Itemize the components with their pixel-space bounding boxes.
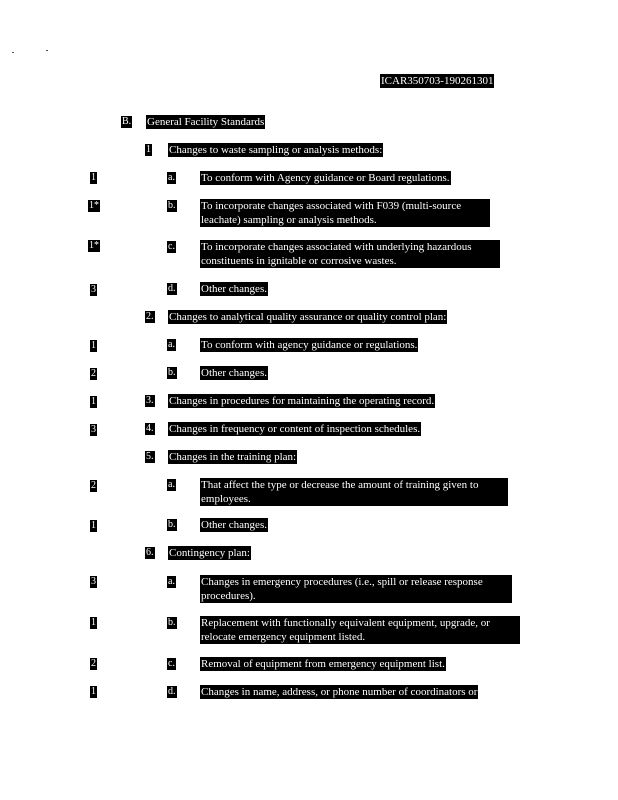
class-marker: 1	[91, 396, 96, 407]
class-marker: 3	[91, 576, 96, 587]
class-marker: 1	[91, 617, 96, 628]
subitem-text: To incorporate changes associated with F039 (multi-source leachate) sampling or analysis methods.	[200, 199, 490, 227]
subitem-text: Changes in emergency procedures (i.e., spill or release response procedures).	[200, 575, 512, 603]
subitem-letter: a.	[168, 339, 175, 350]
class-marker: 1	[91, 340, 96, 351]
item-number: 3.	[146, 395, 154, 406]
subitem-text: Other changes.	[201, 367, 267, 379]
item-title: Changes to waste sampling or analysis methods:	[169, 144, 383, 156]
subitem-text: That affect the type or decrease the amount of training given to employees.	[200, 478, 508, 506]
subitem-letter: b.	[168, 617, 176, 628]
item-number: 2.	[146, 311, 154, 322]
item-title: Changes to analytical quality assurance or quality control plan:	[169, 311, 447, 323]
subitem-text: To conform with Agency guidance or Board regulations.	[201, 172, 450, 184]
subitem-letter: c.	[168, 241, 175, 252]
subitem-letter: b.	[168, 367, 176, 378]
subitem-text: To conform with agency guidance or regulations.	[201, 339, 418, 351]
subitem-text: Changes in name, address, or phone number of coordinators or	[201, 686, 478, 698]
subitem-letter: a.	[168, 172, 175, 183]
subitem-text: Removal of equipment from emergency equipment list.	[201, 658, 445, 670]
item-title: Contingency plan:	[169, 547, 250, 559]
class-marker: 2	[91, 658, 96, 669]
item-title: Changes in the training plan:	[169, 451, 297, 463]
item-number: 4.	[146, 423, 154, 434]
class-marker: 3	[91, 424, 96, 435]
subitem-text: Other changes.	[201, 283, 267, 295]
class-marker: 2	[91, 368, 96, 379]
section-number: B.	[122, 116, 132, 127]
class-marker: 3	[91, 284, 96, 295]
subitem-letter: b.	[168, 519, 176, 530]
item-number: 5.	[146, 451, 154, 462]
class-marker: 1	[91, 172, 96, 183]
subitem-letter: d.	[168, 283, 176, 294]
subitem-letter: c.	[168, 658, 175, 669]
class-marker: 1*	[89, 200, 99, 211]
subitem-letter: a.	[168, 479, 175, 490]
item-number: 1	[146, 144, 151, 155]
subitem-letter: b.	[168, 200, 176, 211]
scan-speck	[46, 50, 48, 51]
document-id: ICAR350703-190261301	[381, 75, 494, 87]
section-title: General Facility Standards	[147, 116, 265, 128]
class-marker: 1	[91, 686, 96, 697]
subitem-text: Replacement with functionally equivalent equipment, upgrade, or relocate emergency equipment listed.	[200, 616, 520, 644]
scan-speck	[12, 52, 14, 53]
subitem-letter: d.	[168, 686, 176, 697]
class-marker: 1*	[89, 240, 99, 251]
subitem-text: To incorporate changes associated with underlying hazardous constituents in ignitable or corrosive wastes.	[200, 240, 500, 268]
item-title: Changes in procedures for maintaining the operating record.	[169, 395, 435, 407]
item-number: 6.	[146, 547, 154, 558]
subitem-text: Other changes.	[201, 519, 267, 531]
class-marker: 1	[91, 520, 96, 531]
item-title: Changes in frequency or content of inspection schedules.	[169, 423, 421, 435]
class-marker: 2	[91, 480, 96, 491]
subitem-letter: a.	[168, 576, 175, 587]
